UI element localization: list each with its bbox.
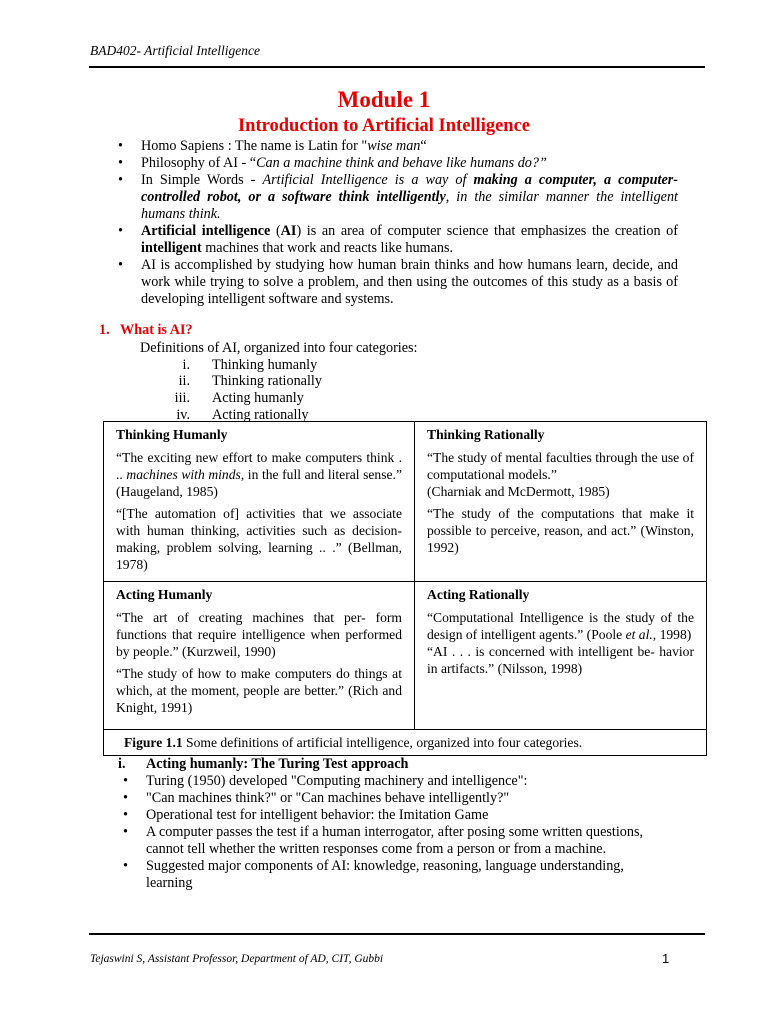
definition-quote: “The study of mental faculties through the use of computational models.”	[427, 450, 694, 482]
category-label: Thinking rationally	[212, 373, 322, 389]
cell-acting-humanly	[104, 582, 415, 730]
category-num: ii.	[178, 373, 190, 389]
intro-bullet-ai-definition: • Artificial intelligence (AI) is an area of computer science that emphasizes the creation of intelligent machines that work and reacts like humans.	[118, 223, 678, 257]
turing-heading	[118, 756, 408, 773]
definition-citation: (Charniak and McDermott, 1985)	[427, 484, 610, 499]
definition-quote: “AI . . . is concerned with intelligent be- havior in artifacts.” (Nilsson, 1998)	[427, 644, 694, 676]
cell-acting-rationally	[415, 582, 707, 730]
turing-bullet: • Operational test for intelligent behavior: the Imitation Game	[123, 807, 673, 824]
category-num: iii.	[174, 390, 190, 406]
category-label: Acting rationally	[212, 407, 309, 423]
definition-quote: “The art of creating machines that per- form functions that require intelligence when performed by people.” (Kurzweil, 1990)	[116, 610, 402, 659]
cell-thinking-rationally	[415, 422, 707, 582]
figure-label: Figure 1.1	[124, 735, 183, 750]
cell-heading: Acting Humanly	[116, 587, 213, 602]
turing-bullet: • Suggested major components of AI: knowledge, reasoning, language understanding, learning	[123, 858, 673, 892]
section-heading-what-is-ai: 1. What is AI?	[99, 322, 193, 338]
intro-bullet-homo-sapiens: • Homo Sapiens : The name is Latin for "wise man“	[118, 138, 678, 155]
turing-bullet: • "Can machines think?" or "Can machines behave intelligently?"	[123, 790, 673, 807]
cell-heading: Acting Rationally	[427, 587, 530, 602]
turing-bullet: • Turing (1950) developed "Computing machinery and intelligence":	[123, 773, 673, 790]
footer-author: Tejaswini S, Assistant Professor, Department of AD, CIT, Gubbi	[90, 953, 384, 965]
category-label: Acting humanly	[212, 390, 304, 406]
definition-quote: “[The automation of] activities that we associate with human thinking, activities such as decision-making, problem solving, learning .. .” (Bellman, 1978)	[116, 506, 402, 572]
intro-bullet-simple-words: • In Simple Words - Artificial Intelligence is a way of making a computer, a computer-controlled robot, or a software think intelligently, in the similar manner the intelligent humans think.	[118, 172, 678, 223]
module-title: Module 1	[337, 87, 431, 112]
turing-heading-num: i.	[118, 756, 126, 772]
figure-caption	[104, 730, 707, 756]
cell-thinking-humanly	[104, 422, 415, 582]
intro-title: Introduction to Artificial Intelligence	[237, 116, 531, 136]
definition-quote: “The exciting new effort to make computers think . .. machines with minds, in the full and literal sense.” (Haugeland, 1985)	[116, 450, 402, 499]
figure-caption-text: Some definitions of artificial intelligence, organized into four categories.	[182, 735, 583, 750]
header-rule	[89, 66, 705, 68]
definition-quote: “Computational Intelligence is the study of the design of intelligent agents.” (Poole et al., 1998)	[427, 610, 694, 642]
cell-heading: Thinking Humanly	[116, 427, 228, 442]
intro-bullet-ai-accomplished: • AI is accomplished by studying how human brain thinks and how humans learn, decide, and work while trying to solve a problem, and then using the outcomes of this study as a basis of developing intelligent software and systems.	[118, 257, 678, 308]
category-num: i.	[182, 357, 190, 373]
category-num: iv.	[176, 407, 190, 423]
cell-heading: Thinking Rationally	[427, 427, 545, 442]
page-number: 1	[662, 951, 670, 966]
intro-bullet-list	[118, 138, 678, 308]
definition-quote: “The study of the computations that make it possible to perceive, reason, and act.” (Winston, 1992)	[427, 506, 694, 555]
turing-bullet-list	[123, 773, 673, 892]
definition-quote: “The study of how to make computers do things at which, at the moment, people are better.” (Rich and Knight, 1991)	[116, 666, 402, 715]
turing-bullet: • A computer passes the test if a human interrogator, after posing some written questions, cannot tell whether the written responses come from a person or from a machine.	[123, 824, 673, 858]
ai-definitions-table	[103, 421, 707, 756]
turing-heading-text: Acting humanly: The Turing Test approach	[146, 756, 409, 772]
category-label: Thinking humanly	[212, 357, 318, 373]
intro-bullet-philosophy: • Philosophy of AI - “Can a machine think and behave like humans do?”	[118, 155, 678, 172]
categories-lead: Definitions of AI, organized into four categories:	[140, 340, 418, 356]
running-header: BAD402- Artificial Intelligence	[90, 43, 260, 58]
footer-rule	[89, 933, 705, 935]
